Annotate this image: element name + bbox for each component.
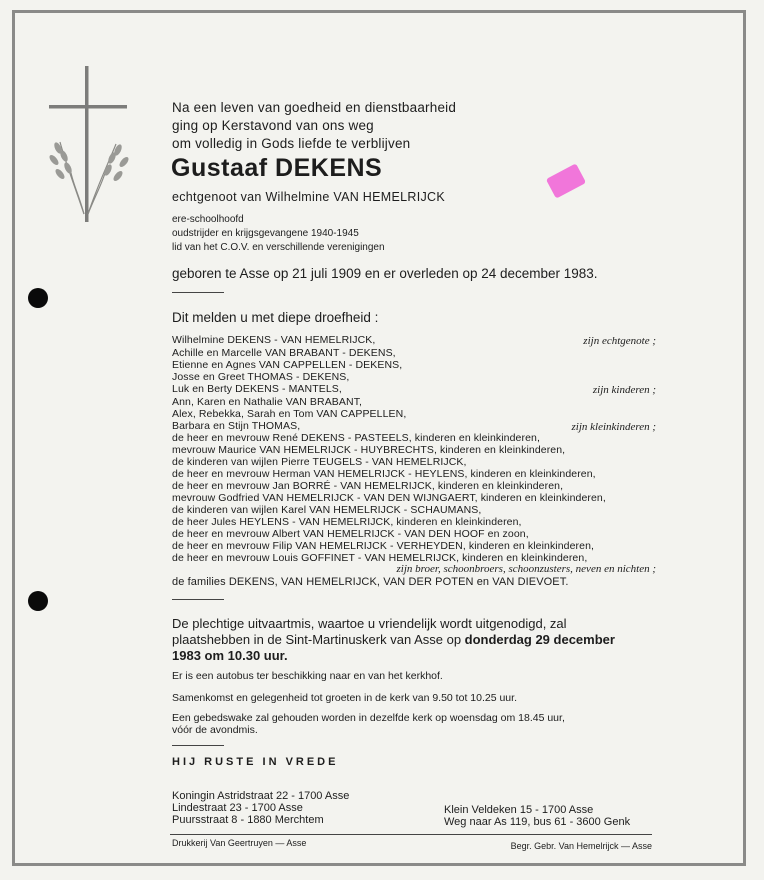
title-line-3: lid van het C.O.V. en verschillende verenigingen bbox=[172, 242, 385, 253]
footer-rule bbox=[170, 834, 652, 835]
role-grandchildren: zijn kleinkinderen ; bbox=[571, 421, 656, 433]
family-line: Luk en Berty DEKENS - MANTELS, bbox=[172, 383, 342, 395]
rip-line: HIJ RUSTE IN VREDE bbox=[172, 756, 339, 768]
divider bbox=[172, 745, 224, 746]
funeral-time: 1983 om 10.30 uur. bbox=[172, 648, 288, 663]
role-spouse: zijn echtgenote ; bbox=[583, 335, 656, 347]
family-line: Alex, Rebekka, Sarah en Tom VAN CAPPELLEN, bbox=[172, 408, 407, 420]
family-line: de heer Jules HEYLENS - VAN HEMELRIJCK, kinderen en kleinkinderen, bbox=[172, 516, 522, 528]
family-line: de kinderen van wijlen Karel VAN HEMELRIJCK - SCHAUMANS, bbox=[172, 504, 482, 516]
family-line: mevrouw Godfried VAN HEMELRIJCK - VAN DEN WIJNGAERT, kinderen en kleinkinderen, bbox=[172, 492, 606, 504]
deceased-name bbox=[171, 154, 382, 183]
funeral-line-2 bbox=[172, 632, 615, 647]
divider bbox=[172, 292, 224, 293]
family-line: mevrouw Maurice VAN HEMELRIJCK - HUYBRECHTS, kinderen en kleinkinderen, bbox=[172, 444, 566, 456]
family-line: de kinderen van wijlen Pierre TEUGELS - VAN HEMELRIJCK, bbox=[172, 456, 467, 468]
address-left: Lindestraat 23 - 1700 Asse bbox=[172, 802, 303, 814]
family-line: de heer en mevrouw René DEKENS - PASTEELS, kinderen en kleinkinderen, bbox=[172, 432, 540, 444]
family-line: de heer en mevrouw Jan BORRÉ - VAN HEMELRIJCK, kinderen en kleinkinderen, bbox=[172, 480, 564, 492]
address-left: Puursstraat 8 - 1880 Merchtem bbox=[172, 814, 324, 826]
family-line: Wilhelmine DEKENS - VAN HEMELRIJCK, bbox=[172, 334, 376, 346]
address-right: Weg naar As 119, bus 61 - 3600 Genk bbox=[444, 816, 631, 828]
family-line: Barbara en Stijn THOMAS, bbox=[172, 420, 301, 432]
family-line: Josse en Greet THOMAS - DEKENS, bbox=[172, 371, 350, 383]
undertaker-credit: Begr. Gebr. Van Hemelrijck — Asse bbox=[510, 841, 652, 851]
gathering-note: Samenkomst en gelegenheid tot groeten in de kerk van 9.50 tot 10.25 uur. bbox=[172, 692, 517, 704]
family-line: Etienne en Agnes VAN CAPPELLEN - DEKENS, bbox=[172, 359, 403, 371]
title-line-1: ere-schoolhoofd bbox=[172, 214, 244, 225]
divider bbox=[172, 599, 224, 600]
address-right: Klein Veldeken 15 - 1700 Asse bbox=[444, 804, 594, 816]
intro-line-1: Na een leven van goedheid en dienstbaarheid bbox=[172, 100, 457, 115]
families-line: de families DEKENS, VAN HEMELRIJCK, VAN DER POTEN en VAN DIEVOET. bbox=[172, 576, 569, 588]
mourners-intro: Dit melden u met diepe droefheid : bbox=[172, 310, 379, 325]
vigil-note-1: Een gebedswake zal gehouden worden in dezelfde kerk op woensdag om 18.45 uur, bbox=[172, 712, 565, 724]
funeral-place: plaatshebben in de Sint-Martinuskerk van Asse op bbox=[172, 632, 465, 647]
funeral-line-1: De plechtige uitvaartmis, waartoe u vriendelijk wordt uitgenodigd, zal bbox=[172, 616, 567, 631]
printer-credit: Drukkerij Van Geertruyen — Asse bbox=[172, 838, 307, 848]
family-line: de heer en mevrouw Filip VAN HEMELRIJCK - VERHEYDEN, kinderen en kleinkinderen, bbox=[172, 540, 595, 552]
punch-hole-top bbox=[28, 288, 48, 308]
family-line: Achille en Marcelle VAN BRABANT - DEKENS, bbox=[172, 347, 396, 359]
family-line: Ann, Karen en Nathalie VAN BRABANT, bbox=[172, 396, 363, 408]
family-line: de heer en mevrouw Louis GOFFINET - VAN HEMELRIJCK, kinderen en kleinkinderen, bbox=[172, 552, 588, 564]
born-died-line: geboren te Asse op 21 juli 1909 en er overleden op 24 december 1983. bbox=[172, 266, 598, 281]
punch-hole-bottom bbox=[28, 591, 48, 611]
address-left: Koningin Astridstraat 22 - 1700 Asse bbox=[172, 790, 350, 802]
family-line: de heer en mevrouw Albert VAN HEMELRIJCK - VAN DEN HOOF en zoon, bbox=[172, 528, 529, 540]
role-children: zijn kinderen ; bbox=[592, 384, 656, 396]
vigil-note-2: vóór de avondmis. bbox=[172, 724, 258, 736]
bus-note: Er is een autobus ter beschikking naar en van het kerkhof. bbox=[172, 670, 443, 682]
spouse-line: echtgenoot van Wilhelmine VAN HEMELRIJCK bbox=[172, 190, 445, 204]
title-line-2: oudstrijder en krijgsgevangene 1940-1945 bbox=[172, 228, 359, 239]
funeral-date: donderdag 29 december bbox=[464, 632, 615, 647]
last-name: DEKENS bbox=[275, 154, 383, 182]
cross-wheat-icon bbox=[44, 64, 136, 224]
intro-line-2: ging op Kerstavond van ons weg bbox=[172, 118, 374, 133]
intro-line-3: om volledig in Gods liefde te verblijven bbox=[172, 136, 411, 151]
role-siblings: zijn broer, schoonbroers, schoonzusters, neven en nichten ; bbox=[396, 563, 656, 575]
family-line: de heer en mevrouw Herman VAN HEMELRIJCK - HEYLENS, kinderen en kleinkinderen, bbox=[172, 468, 596, 480]
first-name: Gustaaf bbox=[171, 154, 268, 182]
